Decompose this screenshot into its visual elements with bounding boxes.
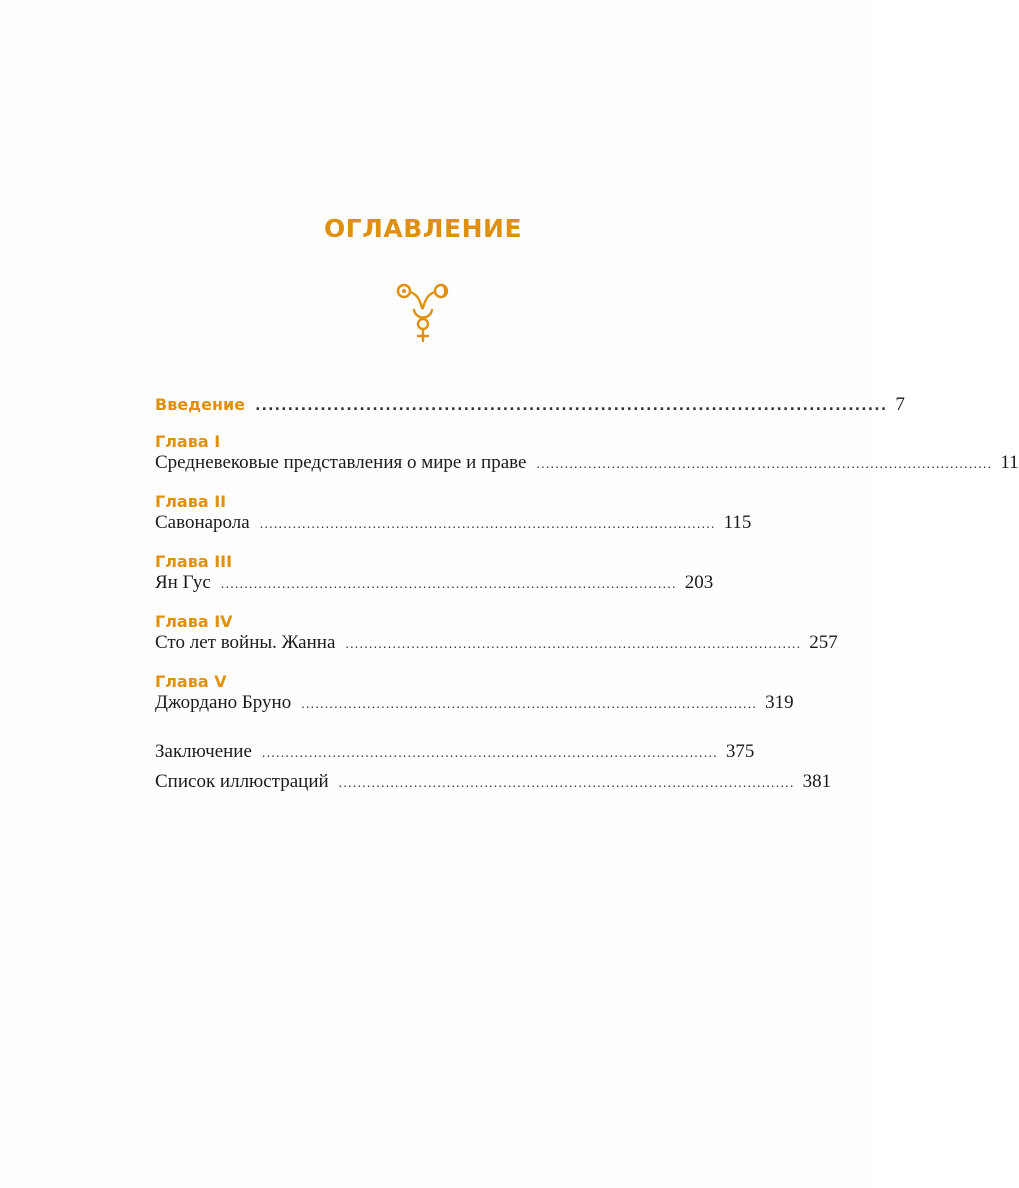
toc-entry-chapter-3[interactable] [155, 572, 714, 600]
toc-entry-label: Савонарола [155, 512, 250, 533]
toc-page-number: 375 [725, 741, 755, 762]
toc-entry-chapter-1[interactable] [155, 452, 1019, 480]
dot-leader: ................................................................................................. [345, 637, 802, 652]
chapter-heading: Глава II [155, 492, 227, 511]
dot-leader: ................................................................................................. [301, 697, 758, 712]
toc-entry-conclusion[interactable] [155, 741, 755, 769]
toc-page-number: 257 [809, 632, 838, 653]
chapter-heading: Глава III [155, 552, 233, 571]
toc-entry-label: Введение [155, 395, 246, 414]
toc-page-number: 7 [895, 394, 905, 415]
dot-leader: ................................................................................................. [261, 746, 718, 761]
alchemical-symbol-icon [393, 280, 453, 344]
toc-entry-label: Заключение [155, 741, 252, 762]
dot-leader: ................................................................................................. [220, 577, 677, 592]
toc-entry-intro[interactable] [155, 394, 905, 422]
toc-entry-chapter-4[interactable] [155, 632, 838, 660]
dot-leader: ................................................................................................. [255, 398, 888, 414]
toc-entry-label: Средневековые представления о мире и праве [155, 452, 527, 473]
toc-page-number: 203 [684, 572, 714, 593]
toc-entry-label: Джордано Бруно [155, 692, 292, 713]
toc-entry-chapter-2[interactable] [155, 512, 752, 540]
toc-page-number: 11 [1000, 452, 1019, 473]
toc-page-number: 115 [723, 512, 752, 533]
chapter-heading: Глава I [155, 432, 221, 451]
page-title: ОГЛАВЛЕНИЕ [323, 214, 523, 243]
dot-leader: ................................................................................................. [536, 457, 993, 472]
toc-page-number: 319 [765, 692, 794, 713]
toc-entry-chapter-5[interactable] [155, 692, 794, 720]
dot-leader: ................................................................................................. [259, 517, 716, 532]
toc-page-number: 381 [802, 771, 832, 792]
toc-entry-illustrations[interactable] [155, 771, 832, 799]
toc-entry-label: Список иллюстраций [155, 771, 329, 792]
dot-leader: ................................................................................................. [338, 776, 795, 791]
toc-entry-label: Сто лет войны. Жанна [155, 632, 336, 653]
chapter-heading: Глава IV [155, 612, 233, 631]
chapter-heading: Глава V [155, 672, 227, 691]
toc-entry-label: Ян Гус [155, 572, 211, 593]
